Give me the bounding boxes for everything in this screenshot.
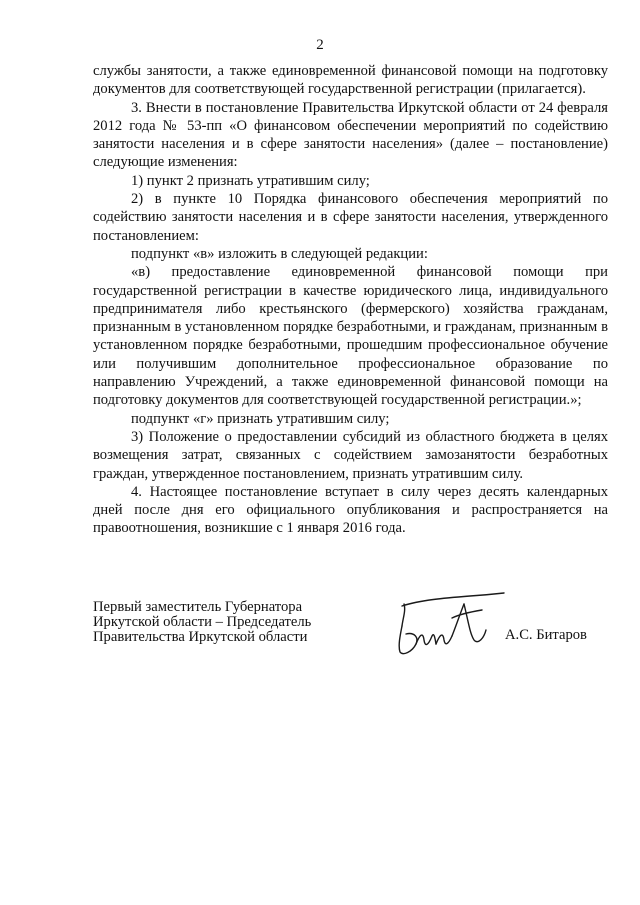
- paragraph-7: подпункт «г» признать утратившим силу;: [131, 410, 390, 427]
- signatory-title-line-1: Первый заместитель Губернатора: [93, 599, 303, 615]
- paragraph-5: подпункт «в» изложить в следующей редакции:: [131, 245, 428, 262]
- signatory-title: [93, 600, 373, 646]
- paragraph-2: 3. Внести в постановление Правительства Иркутской области от 24 февраля 2012 года № 53-пп «О финансовом обеспечении мероприятий по содействию занятости населения и в сфере занятости населения» (далее – постановление) следующие изменения:: [93, 99, 608, 171]
- page-number: 2: [316, 37, 324, 53]
- paragraph-6: «в) предоставление единовременной финансовой помощи при государственной регистрации в качестве юридического лица, индивидуального предпринимателя либо крестьянского (фермерского) хозяйства гражданам, признанным в установленном порядке безработными, и гражданам, признанным в установленном порядке безработными, прошедшим профессиональное обучение или получившим дополнительное профессиональное образование по направлению Учреждений, а также единовременной финансовой помощи на подготовку документов для соответствующей государственной регистрации.»;: [93, 264, 608, 409]
- paragraph-3: 1) пункт 2 признать утратившим силу;: [131, 172, 370, 189]
- paragraph-4: 2) в пункте 10 Порядка финансового обеспечения мероприятий по содействию занятости населения и в сфере занятости населения, утвержденного постановлением:: [93, 191, 608, 244]
- signatory-name: А.С. Битаров: [505, 627, 587, 643]
- signature-block: [93, 600, 608, 670]
- signatory-title-line-2: Иркутской области – Председатель: [93, 614, 312, 631]
- paragraph-1: службы занятости, а также единовременной финансовой помощи на подготовку документов для соответствующей государственной регистрации (прилагается).: [93, 63, 608, 98]
- handwritten-signature-icon: [390, 590, 510, 660]
- paragraph-9: 4. Настоящее постановление вступает в силу через десять календарных дней после дня его официального опубликования и распространяется на правоотношения, возникшие с 1 января 2016 года.: [93, 483, 608, 537]
- paragraph-8: 3) Положение о предоставлении субсидий из областного бюджета в целях возмещения затрат, связанных с содействием замозанятости безработных граждан, утвержденное постановлением, признать утратившим силу.: [93, 428, 608, 482]
- signatory-title-line-3: Правительства Иркутской области: [93, 629, 308, 646]
- document-body: [93, 62, 608, 538]
